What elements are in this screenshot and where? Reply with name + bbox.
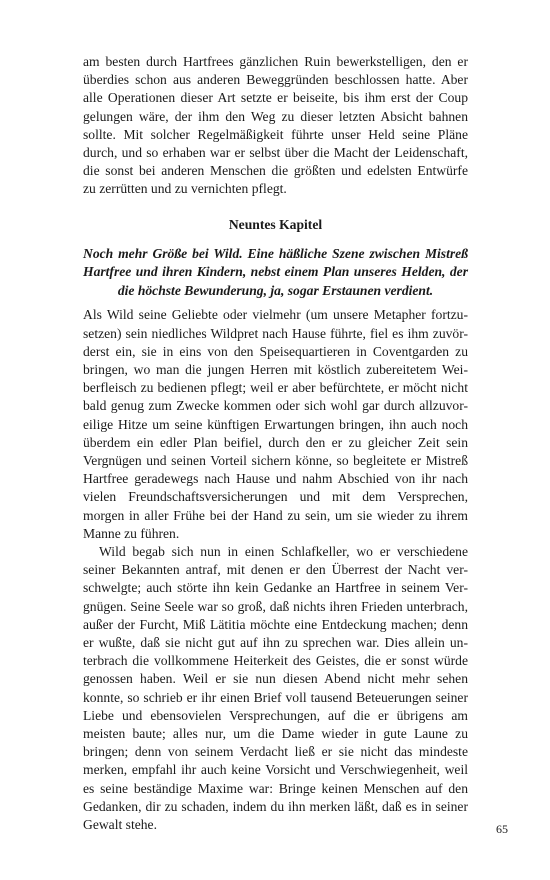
text-line: am besten durch Hartfrees gänzlichen Ruin bewerkstelligen, den er: [83, 54, 468, 69]
text-line: überdem ein edler Plan beifiel, durch den er zu gleicher Zeit sein: [83, 434, 468, 450]
text-line: es seine beständige Maxime war: Bringe keinen Menschen auf den: [83, 780, 468, 796]
paragraph-2: [83, 543, 468, 834]
text-line: terbrach die vollkommene Heiterkeit des Geistes, die er sonst würde: [83, 653, 468, 669]
text-line: eilige Hitze um seine künftigen Erwartungen bringen, ihn auch noch: [83, 416, 468, 432]
intro-paragraph: [83, 53, 468, 199]
chapter-heading: Neuntes Kapitel: [228, 216, 323, 232]
text-line: genossen haben. Weil er sie nun diesen Abend nicht mehr sehen: [83, 671, 468, 687]
text-line: bringen; denn von seinem Verdacht ließ er sie nicht das mindeste: [83, 744, 468, 760]
text-line: konnte, so schrieb er ihr einen Brief voll tausend Beteuerungen seiner: [83, 689, 468, 705]
text-line: morgen in aller Frühe bei der Hand zu sein, um sie wieder zu ihrem: [83, 507, 468, 523]
book-page: [83, 53, 468, 834]
text-line: bald genug zum Zwecke kommen oder sich wohl gar durch allzuvor-: [83, 398, 468, 414]
text-line: bringen, wo man die jungen Herren mit köstlich zubereitetem Wei-: [83, 362, 468, 378]
text-line: schwelgte; auch störte ihn kein Gedanke an Hartfree in seinem Ver-: [83, 580, 468, 596]
text-line: Manne zu führen.: [83, 525, 180, 541]
text-line: seiner Bekannten antraf, mit denen er den Überrest der Nacht ver-: [83, 562, 468, 578]
text-line: derst ein, sie in eins von den Speisequartieren in Coventgarden zu: [83, 343, 468, 359]
text-line: zu zerrütten und zu vernichten pflegt.: [83, 181, 287, 197]
text-line: sollte. Mit solcher Regelmäßigkeit führte unser Held seine Pläne: [83, 126, 468, 142]
subtitle-line: die höchste Bewunderung, ja, sogar Erstaunen verdient.: [117, 282, 434, 298]
text-line: außer der Furcht, Miß Lätitia möchte eine Entdeckung machen; denn: [83, 616, 468, 632]
text-line: meisten baute; alles nur, um die Dame wieder in gute Laune zu: [83, 726, 468, 742]
subtitle-line: Hartfree und ihren Kindern, nebst einem Plan unseres Helden, der: [83, 264, 468, 280]
text-line: Vergnügen und seinen Vorteil sichern könne, so begleitete er Mistreß: [83, 453, 468, 469]
text-line: die sonst bei anderen Menschen die größten und edelsten Entwürfe: [83, 163, 468, 179]
subtitle-line: Noch mehr Größe bei Wild. Eine häßliche Szene zwischen Mistreß: [83, 245, 468, 261]
text-line: Gedanken, dir zu schaden, indem du ihn merken läßt, daß es in seiner: [83, 798, 468, 814]
text-line: merken, empfahl ihr auch keine Vorsicht und Verschwiegenheit, weil: [83, 762, 468, 778]
text-line: Hartfree geradewegs nach Hause und nahm Abschied von ihr nach: [83, 471, 468, 487]
text-line: überdies schon aus anderen Beweggründen beschlossen hatte. Aber: [83, 72, 468, 88]
paragraph-1: [83, 306, 468, 543]
text-line: er wußte, daß sie nicht gut auf ihn zu sprechen war. Dies allein un-: [83, 635, 468, 651]
text-line: Gewalt stehe.: [83, 817, 157, 833]
text-line: gelungen wäre, der ihm den Weg zu dieser letzten Absicht bahnen: [83, 108, 468, 124]
text-line: setzen) sein niedliches Wildpret nach Hause führte, fiel es ihm zuvör-: [83, 325, 468, 341]
text-line: alle Operationen dieser Art setzte er beiseite, bis ihm erst der Coup: [83, 90, 468, 106]
text-line: gnügen. Seine Seele war so groß, daß nichts ihren Frieden unterbrach,: [83, 598, 468, 614]
text-line: vielen Freundschaftsversicherungen und mit dem Versprechen,: [83, 489, 468, 505]
chapter-subtitle: [83, 245, 468, 301]
text-line: berfleisch zu bedienen pflegt; weil er aber befürchtete, er möcht nicht: [83, 380, 468, 396]
text-line: Als Wild seine Geliebte oder vielmehr (um unsere Metapher fortzu-: [83, 307, 468, 323]
text-line: Wild begab sich nun in einen Schlafkeller, wo er verschiedene: [99, 544, 468, 560]
text-line: durch, und so erhaben war er selbst über die Macht der Leidenschaft,: [83, 145, 468, 161]
text-line: Liebe und ebensovielen Versprechungen, auf die er übrigens am: [83, 707, 468, 723]
page-number: 65: [496, 822, 508, 836]
